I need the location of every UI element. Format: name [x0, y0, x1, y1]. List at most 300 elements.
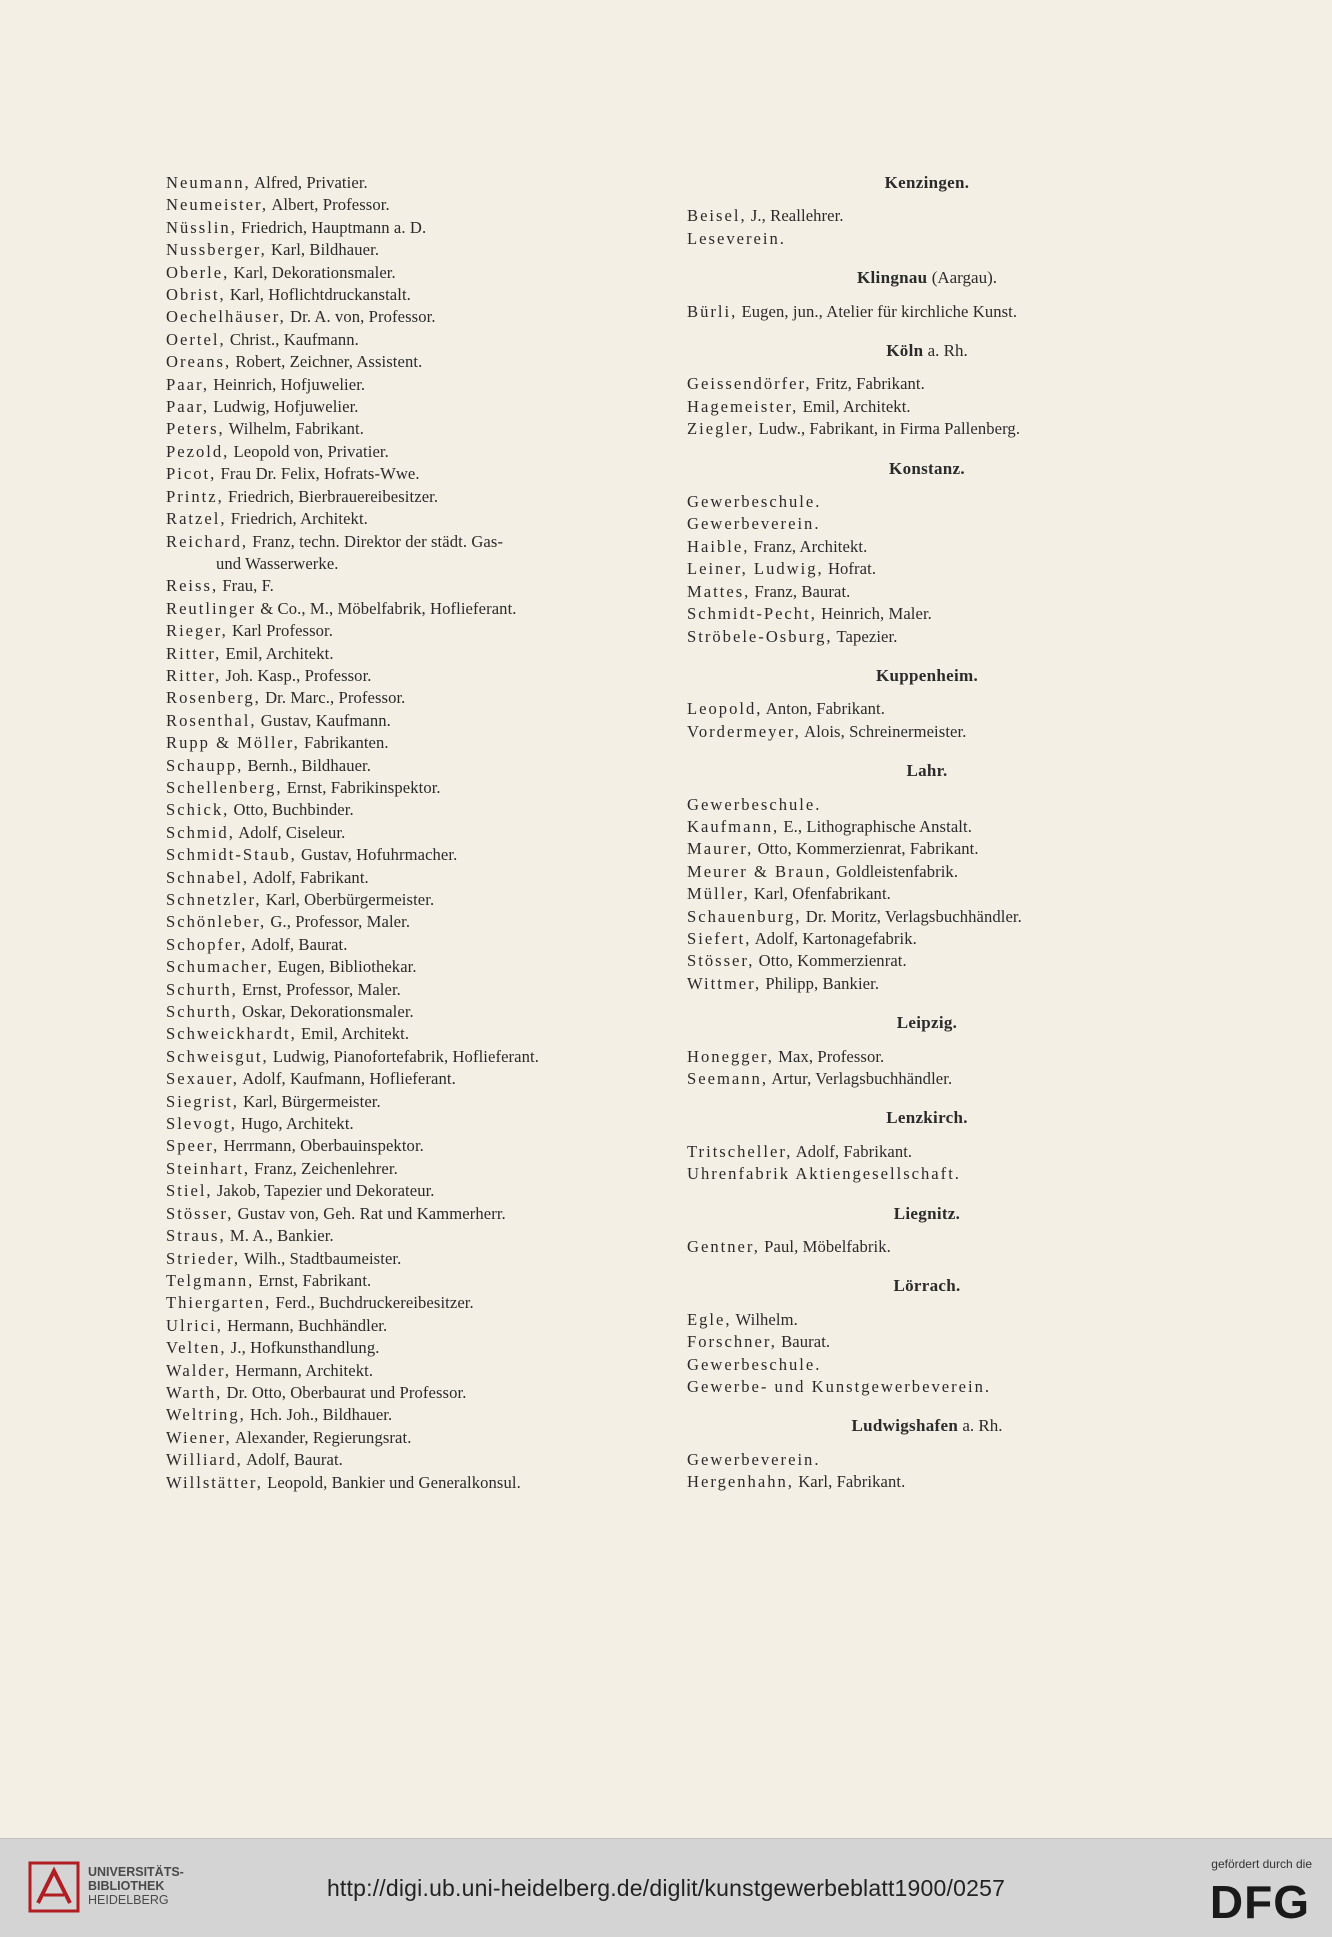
- entry-details: Alexander, Regierungsrat.: [231, 1427, 412, 1447]
- list-entry: [166, 732, 676, 754]
- entry-name: Thiergarten,: [166, 1293, 272, 1313]
- list-entry: [166, 217, 676, 239]
- entry-name: Uhrenfabrik Aktiengesellschaft.: [687, 1164, 961, 1184]
- entry-name: Steinhart,: [166, 1158, 251, 1178]
- entry-details: Leopold, Bankier und Generalkonsul.: [262, 1472, 521, 1492]
- entry-name: Ritter,: [166, 665, 222, 685]
- list-entry: [166, 1337, 676, 1359]
- entry-name: Reutlinger: [166, 598, 257, 618]
- entry-name: Nussberger,: [166, 240, 267, 260]
- entry-details: Gustav, Hofuhrmacher.: [296, 845, 458, 865]
- entry-name: Maurer,: [687, 839, 754, 859]
- entry-details: Adolf, Baurat.: [247, 934, 348, 954]
- city-name: Köln: [886, 341, 924, 361]
- city-heading: [687, 1107, 1167, 1129]
- entry-details: Franz, Architekt.: [749, 536, 868, 556]
- entry-name: Pezold,: [166, 441, 230, 461]
- entry-details: Heinrich, Hofjuwelier.: [208, 374, 366, 394]
- entry-details: Karl, Fabrikant.: [793, 1472, 906, 1492]
- entry-details: Herrmann, Oberbauinspektor.: [219, 1136, 424, 1156]
- entry-name: Oechelhäuser,: [166, 307, 286, 327]
- list-entry: [166, 1135, 676, 1157]
- entry-details: Hugo, Architekt.: [236, 1114, 354, 1134]
- library-name-line3: HEIDELBERG: [88, 1893, 169, 1907]
- list-entry: [166, 1203, 676, 1225]
- list-entry: [687, 373, 1167, 395]
- list-entry-continuation: [166, 553, 676, 575]
- entry-name: Rieger,: [166, 621, 228, 641]
- viewer-footer: [0, 1838, 1332, 1937]
- city-group: [687, 458, 1167, 648]
- entry-name: Ratzel,: [166, 509, 227, 529]
- list-entry: [687, 928, 1167, 950]
- list-entry: [687, 698, 1167, 720]
- list-entry: [166, 486, 676, 508]
- entry-name: Vordermeyer,: [687, 721, 801, 741]
- list-entry: [166, 1113, 676, 1135]
- entry-name: Oberle,: [166, 262, 230, 282]
- entry-details: J., Hofkunsthandlung.: [226, 1338, 380, 1358]
- entry-name: Tritscheller,: [687, 1141, 793, 1161]
- list-entry: [687, 883, 1167, 905]
- permalink-url[interactable]: http://digi.ub.uni-heidelberg.de/diglit/kunstgewerbeblatt1900/0257: [326, 1875, 1006, 1901]
- entry-details: Bernh., Bildhauer.: [243, 755, 372, 775]
- list-entry: [687, 1236, 1167, 1258]
- entry-details: & Co., M., Möbelfabrik, Hoflieferant.: [256, 598, 517, 618]
- entry-name: Peters,: [166, 419, 225, 439]
- list-entry: [166, 329, 676, 351]
- entry-name: Printz,: [166, 486, 224, 506]
- entry-name: Straus,: [166, 1226, 226, 1246]
- entry-name: Leseverein.: [687, 228, 786, 248]
- entry-details: Philipp, Bankier.: [761, 973, 880, 993]
- city-name: Ludwigshafen: [851, 1416, 959, 1436]
- entry-details: Ferd., Buchdruckereibesitzer.: [271, 1293, 474, 1313]
- city-name: Konstanz.: [889, 458, 965, 478]
- list-entry: [687, 1163, 1167, 1185]
- entry-name: Stösser,: [166, 1203, 234, 1223]
- list-entry: [166, 1427, 676, 1449]
- entry-details: Dr. A. von, Professor.: [285, 307, 436, 327]
- city-qualifier: (Aargau).: [927, 268, 997, 288]
- entry-details: Ludw., Fabrikant, in Firma Pallenberg.: [754, 419, 1021, 439]
- list-entry: [166, 284, 676, 306]
- entry-name: Meurer & Braun,: [687, 861, 832, 881]
- list-entry: [166, 1225, 676, 1247]
- entry-details: Albert, Professor.: [267, 195, 390, 215]
- list-entry: [166, 1292, 676, 1314]
- entry-details: Baurat.: [776, 1332, 831, 1352]
- list-entry: [166, 867, 676, 889]
- city-group: [687, 340, 1167, 441]
- list-entry: [687, 1309, 1167, 1331]
- entry-details: Friedrich, Bierbrauereibesitzer.: [223, 486, 439, 506]
- entry-name: Egle,: [687, 1309, 732, 1329]
- city-heading: [687, 267, 1167, 289]
- city-name: Klingnau: [857, 268, 928, 288]
- entry-details: Franz, techn. Direktor der städt. Gas-: [248, 531, 504, 551]
- list-entry: [166, 1068, 676, 1090]
- entry-name: Sexauer,: [166, 1069, 239, 1089]
- list-entry: [166, 844, 676, 866]
- entry-name: Geissendörfer,: [687, 374, 812, 394]
- list-entry: [166, 1449, 676, 1471]
- entry-name: Schnetzler,: [166, 890, 262, 909]
- list-entry: [166, 441, 676, 463]
- entry-details: Eugen, jun., Atelier für kirchliche Kunst.: [737, 301, 1018, 321]
- entry-name: Telgmann,: [166, 1270, 255, 1290]
- list-entry: [166, 777, 676, 799]
- entry-name: Speer,: [166, 1136, 220, 1156]
- entry-details: Wilhelm.: [731, 1309, 798, 1329]
- list-entry: [687, 794, 1167, 816]
- entry-name: Hagemeister,: [687, 396, 799, 416]
- entry-details: Goldleistenfabrik.: [831, 861, 959, 881]
- city-group: [687, 1107, 1167, 1185]
- list-entry: [166, 575, 676, 597]
- list-entry: [687, 205, 1167, 227]
- entry-details: Ludwig, Hofjuwelier.: [208, 397, 359, 417]
- entry-name: Schönleber,: [166, 912, 267, 932]
- entry-details: Tapezier.: [832, 626, 898, 646]
- list-entry: [687, 816, 1167, 838]
- entry-name: Reichard,: [166, 531, 249, 551]
- entry-name: Rupp & Möller,: [166, 733, 300, 753]
- list-entry: [166, 306, 676, 328]
- city-heading: [687, 1012, 1167, 1034]
- entry-name: Wittmer,: [687, 973, 762, 993]
- city-name: Liegnitz.: [893, 1203, 961, 1223]
- list-entry: [166, 1001, 676, 1023]
- city-heading: [687, 172, 1167, 194]
- city-name: Lörrach.: [893, 1276, 961, 1296]
- entry-details: Fabrikanten.: [299, 733, 389, 753]
- entry-name: Strieder,: [166, 1248, 241, 1268]
- list-entry: [166, 1158, 676, 1180]
- entry-details: Robert, Zeichner, Assistent.: [231, 352, 423, 372]
- entry-name: Neumann,: [166, 173, 251, 192]
- entry-name: Gewerbeverein.: [687, 1449, 821, 1469]
- entry-name: Siegrist,: [166, 1091, 239, 1111]
- list-entry: [687, 861, 1167, 883]
- list-entry: [166, 1404, 676, 1426]
- city-group: [687, 1203, 1167, 1259]
- entry-details: Heinrich, Maler.: [816, 604, 932, 624]
- entry-name: Beisel,: [687, 206, 747, 226]
- library-name-line2: BIBLIOTHEK: [88, 1879, 165, 1893]
- entry-name: Schumacher,: [166, 957, 274, 977]
- entry-details: Hch. Joh., Bildhauer.: [245, 1405, 393, 1425]
- entry-details: Dr. Otto, Oberbaurat und Professor.: [222, 1382, 467, 1402]
- entry-details: Karl, Oberbürgermeister.: [261, 890, 435, 909]
- list-entry: [166, 418, 676, 440]
- city-group: [687, 1012, 1167, 1090]
- list-entry: [687, 1471, 1167, 1493]
- city-heading: [687, 665, 1167, 687]
- entry-details: Wilhelm, Fabrikant.: [224, 419, 364, 439]
- entry-name: Oertel,: [166, 329, 226, 349]
- entry-name: Ströbele-Osburg,: [687, 626, 833, 646]
- entry-name: Schweisgut,: [166, 1046, 269, 1066]
- city-name: Leipzig.: [896, 1013, 958, 1033]
- list-entry: [166, 1382, 676, 1404]
- entry-name: Müller,: [687, 884, 750, 904]
- entry-details: Franz, Zeichenlehrer.: [250, 1158, 398, 1178]
- entry-details: Paul, Möbelfabrik.: [759, 1237, 891, 1257]
- entry-name: Gewerbeschule.: [687, 492, 822, 512]
- city-heading: [687, 1415, 1167, 1437]
- entry-details: Otto, Buchbinder.: [229, 800, 354, 820]
- list-entry: [166, 508, 676, 530]
- list-entry: [166, 598, 676, 620]
- entry-details: Karl, Hoflichtdruckanstalt.: [225, 285, 411, 305]
- entry-name: Stösser,: [687, 951, 755, 971]
- entry-name: Obrist,: [166, 285, 226, 305]
- list-entry: [166, 172, 676, 194]
- entry-name: Williard,: [166, 1450, 243, 1470]
- entry-name: Schopfer,: [166, 934, 248, 954]
- city-name: Kuppenheim.: [875, 665, 979, 685]
- entry-name: Seemann,: [687, 1069, 768, 1088]
- list-entry: [166, 889, 676, 911]
- list-entry: [166, 1023, 676, 1045]
- entry-details: Ernst, Fabrikinspektor.: [282, 777, 441, 797]
- entry-details: Ernst, Professor, Maler.: [237, 979, 401, 999]
- entry-name: Gewerbeschule.: [687, 794, 822, 814]
- member-list-right-column: [687, 172, 1167, 1511]
- list-entry: [687, 301, 1167, 323]
- list-entry: [687, 513, 1167, 535]
- entry-details: Gustav, Kaufmann.: [256, 710, 391, 730]
- entry-name: Kaufmann,: [687, 816, 780, 836]
- entry-details: Emil, Architekt.: [296, 1024, 410, 1044]
- entry-name: Ritter,: [166, 643, 222, 663]
- entry-details: Dr. Marc., Professor.: [260, 688, 406, 708]
- entry-details: Oskar, Dekorationsmaler.: [237, 1002, 414, 1022]
- entry-name: Velten,: [166, 1338, 227, 1358]
- library-name-line1: UNIVERSITÄTS-: [88, 1865, 184, 1879]
- list-entry: [166, 262, 676, 284]
- entry-name: Gentner,: [687, 1237, 760, 1257]
- entry-details: Karl Professor.: [227, 621, 334, 641]
- entry-name: Warth,: [166, 1382, 223, 1402]
- list-entry: [166, 643, 676, 665]
- entry-details: Friedrich, Architekt.: [226, 509, 368, 529]
- entry-details: Karl, Ofenfabrikant.: [749, 884, 891, 904]
- entry-details: Leopold von, Privatier.: [229, 441, 389, 461]
- dfg-logo: DFG: [1209, 1876, 1310, 1928]
- list-entry: [166, 799, 676, 821]
- list-entry: [687, 418, 1167, 440]
- entry-name: Gewerbeschule.: [687, 1354, 822, 1374]
- entry-name: Slevogt,: [166, 1114, 237, 1134]
- list-entry: [687, 1449, 1167, 1471]
- list-entry: [166, 710, 676, 732]
- city-name: Kenzingen.: [884, 173, 970, 192]
- list-entry: [166, 1360, 676, 1382]
- entry-name: Schurth,: [166, 1002, 238, 1022]
- entry-name: Schnabel,: [166, 867, 249, 887]
- entry-name: Bürli,: [687, 301, 738, 321]
- list-entry: [166, 956, 676, 978]
- entry-details: J., Reallehrer.: [746, 206, 844, 226]
- entry-details: Karl, Bildhauer.: [266, 240, 380, 260]
- list-entry: [687, 1046, 1167, 1068]
- entry-name: Reiss,: [166, 576, 219, 596]
- list-entry: [166, 1472, 676, 1494]
- list-entry: [687, 721, 1167, 743]
- entry-details: Christ., Kaufmann.: [225, 329, 359, 349]
- entry-details: Fritz, Fabrikant.: [811, 374, 925, 394]
- entry-details: Karl, Dekorationsmaler.: [229, 262, 396, 282]
- list-entry: [687, 1354, 1167, 1376]
- entry-name: Honegger,: [687, 1046, 774, 1066]
- entry-details: Ernst, Fabrikant.: [254, 1270, 372, 1290]
- entry-details: Frau, F.: [218, 576, 274, 596]
- entry-details: Alois, Schreinermeister.: [800, 721, 967, 741]
- entry-name: Wiener,: [166, 1427, 232, 1447]
- list-entry: [166, 1270, 676, 1292]
- entry-details: Adolf, Kartonagefabrik.: [751, 928, 917, 948]
- entry-details: Gustav von, Geh. Rat und Kammerherr.: [233, 1203, 506, 1223]
- entry-name: Gewerbe- und Kunstgewerbeverein.: [687, 1377, 992, 1397]
- entry-name: Neumeister,: [166, 195, 268, 215]
- entry-name: Forschner,: [687, 1332, 777, 1352]
- list-entry: [166, 194, 676, 216]
- city-qualifier: a. Rh.: [923, 341, 968, 361]
- entry-name: Haible,: [687, 536, 750, 556]
- entry-details: Ludwig, Pianofortefabrik, Hoflieferant.: [268, 1046, 540, 1066]
- entry-name: Leopold,: [687, 699, 763, 719]
- list-entry: [687, 603, 1167, 625]
- list-entry: [166, 979, 676, 1001]
- list-entry: [687, 581, 1167, 603]
- entry-details: Adolf, Kaufmann, Hoflieferant.: [238, 1069, 456, 1089]
- entry-details: Frau Dr. Felix, Hofrats-Wwe.: [216, 464, 420, 484]
- entry-details: und Wasserwerke.: [216, 553, 339, 573]
- entry-name: Schweickhardt,: [166, 1024, 297, 1044]
- entry-details: Otto, Kommerzienrat, Fabrikant.: [753, 839, 979, 859]
- list-entry: [166, 531, 676, 553]
- city-qualifier: a. Rh.: [958, 1416, 1003, 1436]
- entry-name: Paar,: [166, 397, 209, 417]
- list-entry: [166, 755, 676, 777]
- entry-details: Artur, Verlagsbuchhändler.: [767, 1069, 953, 1088]
- list-entry: [687, 906, 1167, 928]
- city-heading: [687, 760, 1167, 782]
- entry-details: Jakob, Tapezier und Dekorateur.: [212, 1181, 435, 1201]
- city-name: Lahr.: [906, 761, 948, 781]
- entry-details: Adolf, Baurat.: [242, 1450, 343, 1470]
- list-entry: [687, 558, 1167, 580]
- list-entry: [687, 1331, 1167, 1353]
- entry-details: Franz, Baurat.: [750, 581, 851, 601]
- entry-details: Eugen, Bibliothekar.: [273, 957, 417, 977]
- list-entry: [166, 1046, 676, 1068]
- city-heading: [687, 458, 1167, 480]
- city-heading: [687, 1203, 1167, 1225]
- list-entry: [166, 822, 676, 844]
- entry-name: Nüsslin,: [166, 217, 237, 237]
- city-group: [687, 172, 1167, 250]
- entry-name: Mattes,: [687, 581, 751, 601]
- list-entry: [166, 396, 676, 418]
- entry-details: Adolf, Fabrikant.: [792, 1141, 913, 1161]
- entry-details: Wilh., Stadtbaumeister.: [240, 1248, 402, 1268]
- list-entry: [166, 665, 676, 687]
- entry-name: Schellenberg,: [166, 777, 283, 797]
- entry-details: E., Lithographische Anstalt.: [779, 816, 972, 836]
- list-entry: [687, 1376, 1167, 1398]
- entry-name: Schmidt-Pecht,: [687, 604, 817, 624]
- list-entry: [687, 228, 1167, 250]
- entry-details: Adolf, Fabrikant.: [248, 867, 369, 887]
- entry-name: Willstätter,: [166, 1472, 263, 1492]
- list-entry: [166, 351, 676, 373]
- entry-details: Friedrich, Hauptmann a. D.: [236, 217, 427, 237]
- entry-name: Schick,: [166, 800, 230, 820]
- list-entry: [687, 1068, 1167, 1090]
- list-entry: [687, 1141, 1167, 1163]
- list-entry: [687, 973, 1167, 995]
- list-entry: [166, 1315, 676, 1337]
- entry-details: Alfred, Privatier.: [250, 173, 368, 192]
- list-entry: [166, 1180, 676, 1202]
- list-entry: [166, 934, 676, 956]
- entry-name: Schmidt-Staub,: [166, 845, 297, 865]
- entry-name: Schmid,: [166, 822, 235, 842]
- city-group: [687, 760, 1167, 995]
- entry-details: M. A., Bankier.: [225, 1226, 334, 1246]
- list-entry: [166, 239, 676, 261]
- entry-name: Picot,: [166, 464, 217, 484]
- entry-details: Hermann, Architekt.: [230, 1360, 374, 1380]
- entry-name: Schauenburg,: [687, 906, 802, 926]
- entry-name: Walder,: [166, 1360, 231, 1380]
- entry-name: Oreans,: [166, 352, 232, 372]
- entry-name: Schaupp,: [166, 755, 244, 775]
- city-group: [687, 665, 1167, 743]
- entry-name: Stiel,: [166, 1181, 213, 1201]
- entry-details: Adolf, Ciseleur.: [234, 822, 346, 842]
- entry-name: Weltring,: [166, 1405, 246, 1425]
- entry-details: Hermann, Buchhändler.: [222, 1315, 388, 1335]
- entry-details: Hofrat.: [823, 559, 877, 579]
- entry-details: Max, Professor.: [773, 1046, 885, 1066]
- entry-name: Leiner, Ludwig,: [687, 559, 824, 579]
- city-heading: [687, 1275, 1167, 1297]
- city-group: [687, 1275, 1167, 1398]
- entry-details: Otto, Kommerzienrat.: [754, 951, 907, 971]
- list-entry: [166, 1091, 676, 1113]
- list-entry: [166, 1248, 676, 1270]
- entry-name: Hergenhahn,: [687, 1472, 794, 1492]
- funder-note: gefördert durch die: [1211, 1857, 1312, 1871]
- entry-name: Ulrici,: [166, 1315, 223, 1335]
- list-entry: [166, 911, 676, 933]
- list-entry: [166, 687, 676, 709]
- city-name: Lenzkirch.: [886, 1108, 968, 1128]
- entry-name: Gewerbeverein.: [687, 514, 821, 534]
- list-entry: [166, 620, 676, 642]
- entry-name: Rosenthal,: [166, 710, 257, 730]
- list-entry: [687, 396, 1167, 418]
- list-entry: [166, 463, 676, 485]
- entry-name: Ziegler,: [687, 419, 755, 439]
- city-group: [687, 267, 1167, 323]
- list-entry: [166, 374, 676, 396]
- entry-details: Dr. Moritz, Verlagsbuchhändler.: [801, 906, 1022, 926]
